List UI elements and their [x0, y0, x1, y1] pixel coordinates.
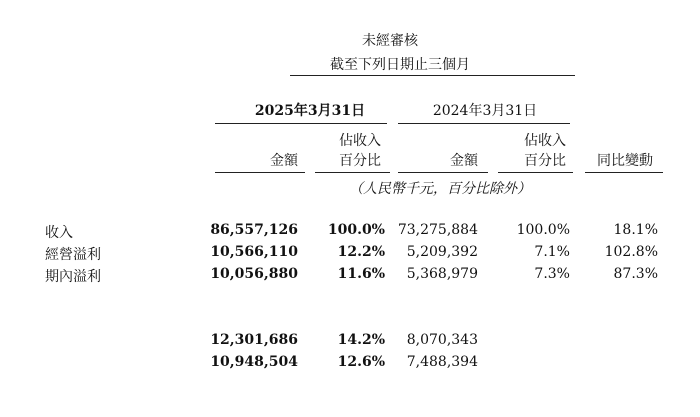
- col-rule-2025-amt: [215, 172, 305, 173]
- cell-amt-2025: 10,566,110: [210, 244, 298, 260]
- period-2025-label: 2025年3月31日: [254, 103, 366, 119]
- period-2025-rule: [215, 123, 387, 124]
- col-rule-2024-amt: [398, 172, 488, 173]
- extra-cell-amt-2024: 7,488,394: [406, 354, 478, 370]
- cell-pct-2024: 7.1%: [534, 244, 570, 260]
- col-2025-pct-l2: 百分比: [339, 153, 381, 169]
- cell-amt-2024: 5,209,392: [406, 244, 478, 260]
- header-unaudited: 未經審核: [362, 33, 418, 49]
- cell-amt-2025: 10,056,880: [210, 266, 298, 282]
- col-yoy: 同比變動: [597, 153, 653, 169]
- header-rule-top: [290, 75, 575, 76]
- extra-cell-pct-2025: 14.2%: [337, 332, 385, 348]
- cell-yoy: 87.3%: [613, 266, 658, 282]
- cell-pct-2024: 7.3%: [534, 266, 570, 282]
- extra-cell-amt-2025: 12,301,686: [210, 332, 298, 348]
- cell-pct-2025: 11.6%: [337, 266, 385, 282]
- col-2024-amount: 金額: [450, 153, 478, 169]
- row-label-revenue: 收入: [45, 225, 73, 241]
- extra-cell-amt-2025: 10,948,504: [210, 354, 298, 370]
- extra-cell-pct-2025: 12.6%: [337, 354, 385, 370]
- period-2024-rule: [398, 123, 570, 124]
- cell-amt-2024: 73,275,884: [397, 222, 478, 238]
- col-2025-amount: 金額: [270, 153, 298, 169]
- col-2024-pct-l1: 佔收入: [524, 133, 566, 149]
- units-note: （人民幣千元，百分比除外）: [349, 181, 531, 197]
- cell-pct-2025: 100.0%: [327, 222, 385, 238]
- period-2024-label: 2024年3月31日: [432, 103, 538, 119]
- cell-amt-2024: 5,368,979: [406, 266, 478, 282]
- col-2025-pct-l1: 佔收入: [339, 133, 381, 149]
- col-rule-2024-pct: [498, 172, 573, 173]
- extra-cell-amt-2024: 8,070,343: [406, 332, 478, 348]
- col-2024-pct-l2: 百分比: [524, 153, 566, 169]
- cell-pct-2025: 12.2%: [337, 244, 385, 260]
- header-period-range: 截至下列日期止三個月: [330, 57, 470, 73]
- col-rule-2025-pct: [315, 172, 390, 173]
- row-label-period-profit: 期內溢利: [45, 269, 101, 285]
- col-rule-yoy: [585, 172, 663, 173]
- cell-amt-2025: 86,557,126: [210, 222, 298, 238]
- cell-yoy: 102.8%: [604, 244, 658, 260]
- cell-yoy: 18.1%: [613, 222, 658, 238]
- row-label-operating-profit: 經營溢利: [45, 247, 101, 263]
- cell-pct-2024: 100.0%: [516, 222, 570, 238]
